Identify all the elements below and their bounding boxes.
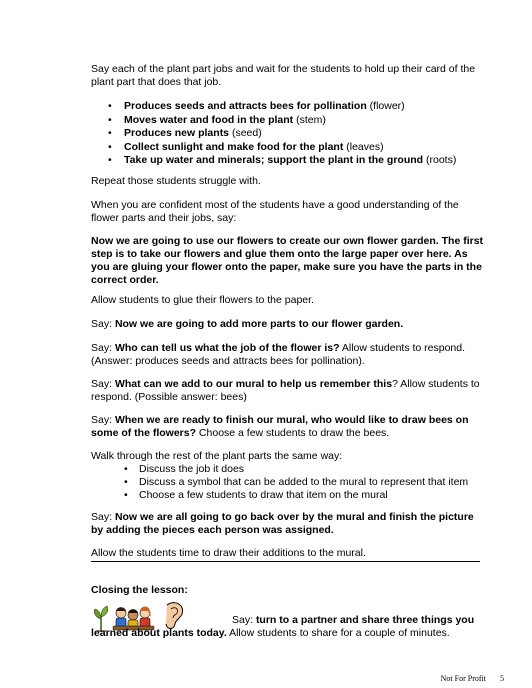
script-paragraph: Say: Now we are going to add more parts to our flower garden. bbox=[91, 318, 404, 330]
list-item: • Choose a few students to draw that item on the mural bbox=[124, 489, 468, 502]
script-paragraph: Say: When we are ready to finish our mural, who would like to draw bees on some of the flowers? Choose a few students to draw the bees. bbox=[91, 414, 469, 439]
script-paragraph: Say: Who can tell us what the job of the flower is? Allow students to respond. (Answer: produces seeds and attracts bees for pollination). bbox=[91, 342, 466, 367]
closing-paragraph: Say: turn to a partner and share three things you learned about plants today. Allow students to share for a couple of minutes. bbox=[91, 614, 475, 639]
list-item: • Discuss a symbol that can be added to the mural to represent that item bbox=[124, 476, 468, 489]
footer-text: Not For Profit bbox=[440, 674, 486, 683]
list-item: • Moves water and food in the plant (stem) bbox=[106, 114, 456, 128]
repeat-paragraph: Repeat those students struggle with. bbox=[91, 175, 261, 187]
script-paragraph: Say: What can we add to our mural to help us remember this? Allow students to respond. (Possible answer: bees) bbox=[91, 378, 480, 403]
page-footer bbox=[427, 672, 504, 685]
script-paragraph: Now we are going to use our flowers to create our own flower garden. The first step is to take our flowers and glue them onto the large paper over here. As you are gluing your flower onto the paper, make sure you have the parts in the correct order. bbox=[91, 235, 484, 286]
section-divider bbox=[91, 561, 480, 562]
intro-paragraph: Say each of the plant part jobs and wait for the students to hold up their card of the plant part that does that job. bbox=[91, 63, 476, 88]
allow-draw-paragraph: Allow the students time to draw their additions to the mural. bbox=[91, 547, 366, 559]
confident-paragraph: When you are confident most of the students have a good understanding of the flower parts and their jobs, say: bbox=[91, 199, 459, 224]
list-item: • Take up water and minerals; support the plant in the ground (roots) bbox=[106, 154, 456, 168]
allow-glue-paragraph: Allow students to glue their flowers to the paper. bbox=[91, 294, 314, 306]
walk-paragraph: Walk through the rest of the plant parts the same way: bbox=[91, 450, 343, 462]
walk-list bbox=[124, 463, 468, 502]
script-paragraph: Say: Now we are all going to go back over by the mural and finish the picture by adding the pieces each person was assigned. bbox=[91, 511, 474, 536]
plant-job-list bbox=[106, 100, 456, 168]
list-item: • Collect sunlight and make food for the plant (leaves) bbox=[106, 141, 456, 155]
closing-heading: Closing the lesson: bbox=[91, 584, 188, 596]
list-item: • Produces seeds and attracts bees for pollination (flower) bbox=[106, 100, 456, 114]
list-item: • Discuss the job it does bbox=[124, 463, 468, 476]
page-number: 5 bbox=[500, 674, 504, 683]
list-item: • Produces new plants (seed) bbox=[106, 127, 456, 141]
